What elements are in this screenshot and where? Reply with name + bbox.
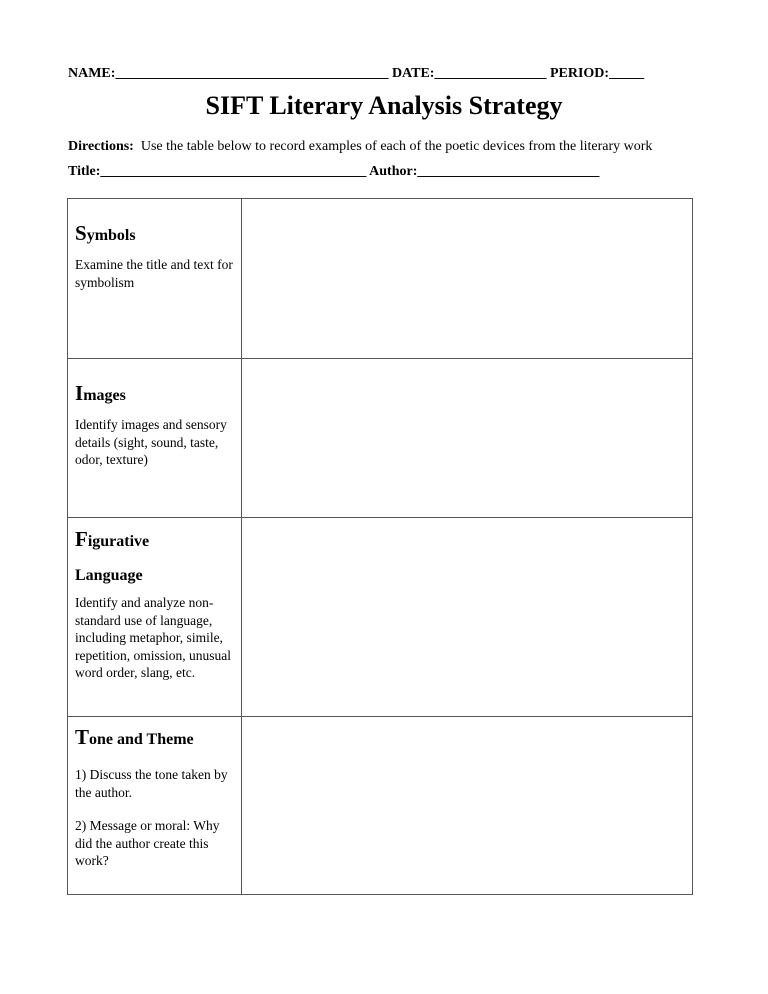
author-label: Author:: [369, 164, 418, 179]
sift-table: [67, 198, 693, 895]
symbols-label-cell: [68, 199, 242, 359]
images-answer-cell[interactable]: [242, 359, 693, 518]
images-label-cell: [68, 359, 242, 518]
symbols-heading: Symbols: [75, 221, 136, 245]
date-field[interactable]: ________________: [434, 66, 547, 81]
images-heading: Images: [75, 381, 126, 405]
theme-description: 2) Message or moral: Why did the author create this work?: [75, 818, 220, 868]
tone-description: 1) Discuss the tone taken by the author.: [75, 767, 228, 800]
name-label: NAME:: [68, 66, 116, 81]
title-label: Title:: [68, 164, 101, 179]
directions-text: Use the table below to record examples of each of the poetic devices from the literary work: [140, 139, 653, 154]
page-title: SIFT Literary Analysis Strategy: [205, 91, 563, 120]
table-row-symbols: [68, 199, 693, 359]
period-label: PERIOD:: [549, 66, 610, 81]
name-field[interactable]: _______________________________________: [115, 66, 389, 81]
figurative-label-cell: [68, 518, 242, 717]
tone-theme-heading: Tone and Theme: [75, 725, 194, 749]
figurative-heading-line2: Language: [75, 567, 143, 584]
images-description: Identify images and sensory details (sight, sound, taste, odor, texture): [75, 417, 227, 467]
table-row-figurative: [68, 518, 693, 717]
figurative-description: Identify and analyze non-standard use of language, including metaphor, simile, repetition, omission, unusual word order, slang, etc.: [75, 595, 231, 680]
student-info-line: [68, 66, 708, 82]
figurative-answer-cell[interactable]: [242, 518, 693, 717]
directions: [68, 139, 728, 155]
table-row-images: [68, 359, 693, 518]
symbols-description: Examine the title and text for symbolism: [75, 257, 233, 290]
tone-theme-answer-cell[interactable]: [242, 717, 693, 895]
tone-theme-label-cell: [68, 717, 242, 895]
figurative-heading: Figurative: [75, 527, 150, 551]
period-field[interactable]: _____: [609, 66, 645, 81]
directions-label: Directions:: [68, 139, 134, 154]
title-field[interactable]: ______________________________________: [100, 164, 367, 179]
date-label: DATE:: [391, 66, 435, 81]
author-field[interactable]: __________________________: [417, 164, 600, 179]
symbols-answer-cell[interactable]: [242, 199, 693, 359]
work-info-line: [68, 164, 708, 180]
table-row-tone-theme: [68, 717, 693, 895]
